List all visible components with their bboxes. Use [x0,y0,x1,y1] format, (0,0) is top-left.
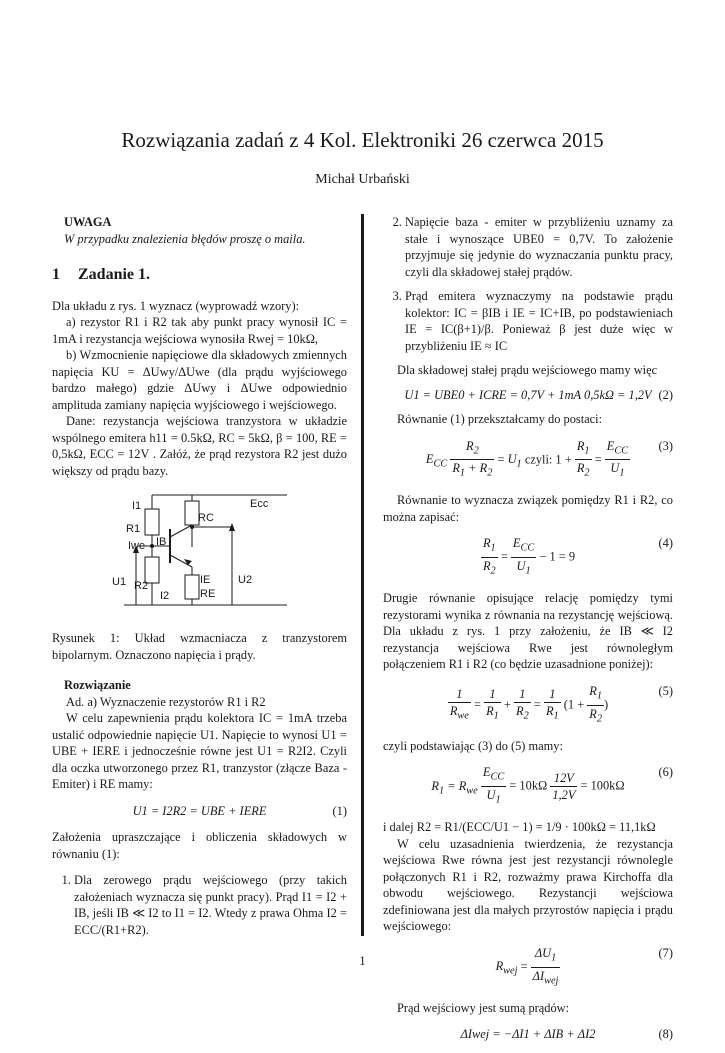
rc-resistor [185,501,199,525]
equation-8 [383,1026,673,1043]
page-number: 1 [359,954,366,968]
figure-caption: Rysunek 1: Układ wzmacniacza z tranzystorem bipolarnym. Oznaczono napięcia i prądy. [52,631,347,662]
equation-3: $E_{CC}$ $\frac{R_2}{R_1 + R_2}$ = $U_1$ czyli: 1 + $\frac{R_1}{R_2}$ = $\frac{E_{CC}}{U_1}$ (3) [425,438,673,479]
relation-intro: Równanie to wyznacza związek pomiędzy R1 i R2, co można zapisać: [383,493,673,524]
solution-title: Rozwiązanie [64,678,131,692]
solution-subtitle: Ad. a) Wyznaczenie rezystorów R1 i R2 [66,694,266,709]
label-i2: I2 [160,590,170,602]
task-given-data: Dane: rezystancja wejściowa tranzystora w układzie wspólnego emitera h11 = 0.5kΩ, RC = 5kΩ, β = 100, RE = 0,5kΩ, ECC = 12V . Załóż, że prąd rezystora R2 jest dużo większy od prądu bazy. [52,414,347,478]
author: Michał Urbański [315,172,410,187]
equation-3-number: (3) [658,438,673,453]
assumptions-intro: Założenia upraszczające i obliczenia składowych w równaniu (1): [52,830,347,861]
equation-8-number: (8) [658,1027,673,1042]
equation-7: $R_{wej}$ = $\frac{\Delta U_1}{\Delta I_{wej}}$ (7) [495,945,673,987]
equation-2 [383,387,673,404]
label-iwe: Iwe [128,540,146,552]
assumption-1: 1. Dla zerowego prądu wejściowego (przy takich założeniach wyznacza się punkt pracy). Prąd I1 = I2 + IB, jeśli IB ≪ I2 to I1 = I2. Wtedy z prawa Ohma I2 = ECC/(R1+R2). [74,872,347,938]
equation-4: $\frac{R_1}{R_2}$ = $\frac{E_{CC}}{U_1}$ − 1 = 9 (4) [482,536,673,577]
label-rc: RC [198,512,214,524]
equation-8-body: ΔIwej = −ΔI1 + ΔIB + ΔI2 [460,1027,596,1042]
label-r2: R2 [134,580,149,592]
assumption-2: 2. Napięcie baza - emiter w przybliżeniu uznamy za stałe i wynoszące UBE0 = 0,7V. To założenie przyjmuje się jedynie do wyznaczania punktu pracy, czyli dla składowej stałej prądów. [405,214,673,280]
equation-2-number: (2) [658,387,673,402]
right-column [383,214,673,1053]
assumptions-list-continued [383,214,673,354]
label-ecc: Ecc [250,498,269,510]
warning-text: W przypadku znalezienia błędów proszę o maila. [64,231,306,246]
transform-intro: Równanie (1) przekształcamy do postaci: [397,412,603,426]
label-i1: I1 [132,500,142,512]
equation-6-number: (6) [658,765,673,780]
input-current-text: Prąd wejściowy jest sumą prądów: [397,1000,570,1015]
task-part-a: a) rezystor R1 i R2 tak aby punkt pracy wynosił IC = 1mA i rezystancja wejściowa wynosiła Rwej = 10kΩ, [52,315,347,346]
assumption-3: 3. Prąd emitera wyznaczymy na podstawie prądu kolektor: IC = βIB i IE = IC+IB, po podstawieniach IE = IC(β+1)/β. Ponieważ β jest duże więc w przybliżeniu IE ≈ IC [405,288,673,354]
transistor-collector [170,525,192,537]
input-resistance-justification: W celu uzasadnienia twierdzenia, że rezystancja wejściowa Rwe równa jest jest rezystancji równolegle połączonych R1 i R2, rozważmy prawa Kirchoffa dla obwodu wejściowego. Rezystancji wejściowa zdefiniowana jest dla małych przyrostów napięcia i prądu wejściowego: [383,836,673,934]
equation-1-body: U1 = I2R2 = UBE + IERE [132,803,267,818]
label-u1: U1 [112,576,127,588]
re-resistor [185,575,199,599]
label-ib: IB [156,536,167,548]
substitution-text: czyli podstawiając (3) do (5) mamy: [383,738,563,753]
equation-4-number: (4) [658,536,673,551]
section-heading [52,267,347,284]
equation-6: $R_1 = R_{we}$ $\frac{E_{CC}}{U_1}$ = 10kΩ $\frac{12V}{1,2V}$ = 100kΩ (6) [431,765,673,806]
warning-box [52,214,347,247]
label-u2: U2 [238,574,253,586]
equation-5: $\frac{1}{R_{we}}$ = $\frac{1}{R_1}$ + $\frac{1}{R_2}$ = $\frac{1}{R_1}$ (1 + $\frac{R_1}{R_2}$ ) (5) [449,683,673,725]
dc-component-intro: Dla składowej stałej prądu wejściowego mamy więc [397,363,658,377]
label-re: RE [200,588,216,600]
r2-result: i dalej R2 = R1/(ECC/U1 − 1) = 1/9 · 100kΩ = 11,1kΩ [383,820,656,835]
equation-2-body: U1 = UBE0 + ICRE = 0,7V + 1mA 0,5kΩ = 1,2V [404,387,652,402]
warning-label: UWAGA [64,215,112,229]
label-ie: IE [200,574,211,586]
r1-resistor [145,509,159,535]
equation-1-number: (1) [332,803,347,818]
solution-paragraph: W celu zapewnienia prądu kolektora IC = 1mA trzeba ustalić odpowiednie napięcie U1. Napięcie to wynosi U1 = UBE + IERE i jednocześnie równe jest U1 = R2I2. Czyli dla oczka utworzonego przez R1, tranzystor (złącze Baza -Emiter) i RE mamy: [52,711,347,791]
section-title: Zadanie 1. [78,266,151,283]
section-number: 1 [52,266,60,283]
second-equation-text: Drugie równanie opisujące relację pomiędzy tymi rezystorami wynika z równania na rezystancję wejściową. Dla układu z rys. 1 przy założeniu, że IB ≪ I2 rezystancja wejściowa Rwe jest równoległym połączeniem R1 i R2 (co będzie uzasadnione poniżej): [383,591,673,672]
assumptions-list [52,872,347,938]
label-r1: R1 [126,523,141,535]
left-column [52,214,347,946]
circuit-diagram [52,487,342,622]
task-intro: Dla układu z rys. 1 wyznacz (wyprowadź wzory): [52,298,300,313]
equation-5-number: (5) [658,683,673,698]
equation-1 [52,803,347,820]
document-title: Rozwiązania zadań z 4 Kol. Elektroniki 26 czerwca 2015 [121,128,604,152]
task-part-b: b) Wzmocnienie napięciowe dla składowych zmiennych napięcia KU = ΔUwy/ΔUwe (dla prądu wyjściowego bardzo małego) gdzie ΔUwy i ΔUwe odpowiednio amplituda zamiany napięcia wyjściowego i wejściowego. [52,348,347,412]
column-divider [361,214,364,936]
equation-7-number: (7) [658,945,673,960]
